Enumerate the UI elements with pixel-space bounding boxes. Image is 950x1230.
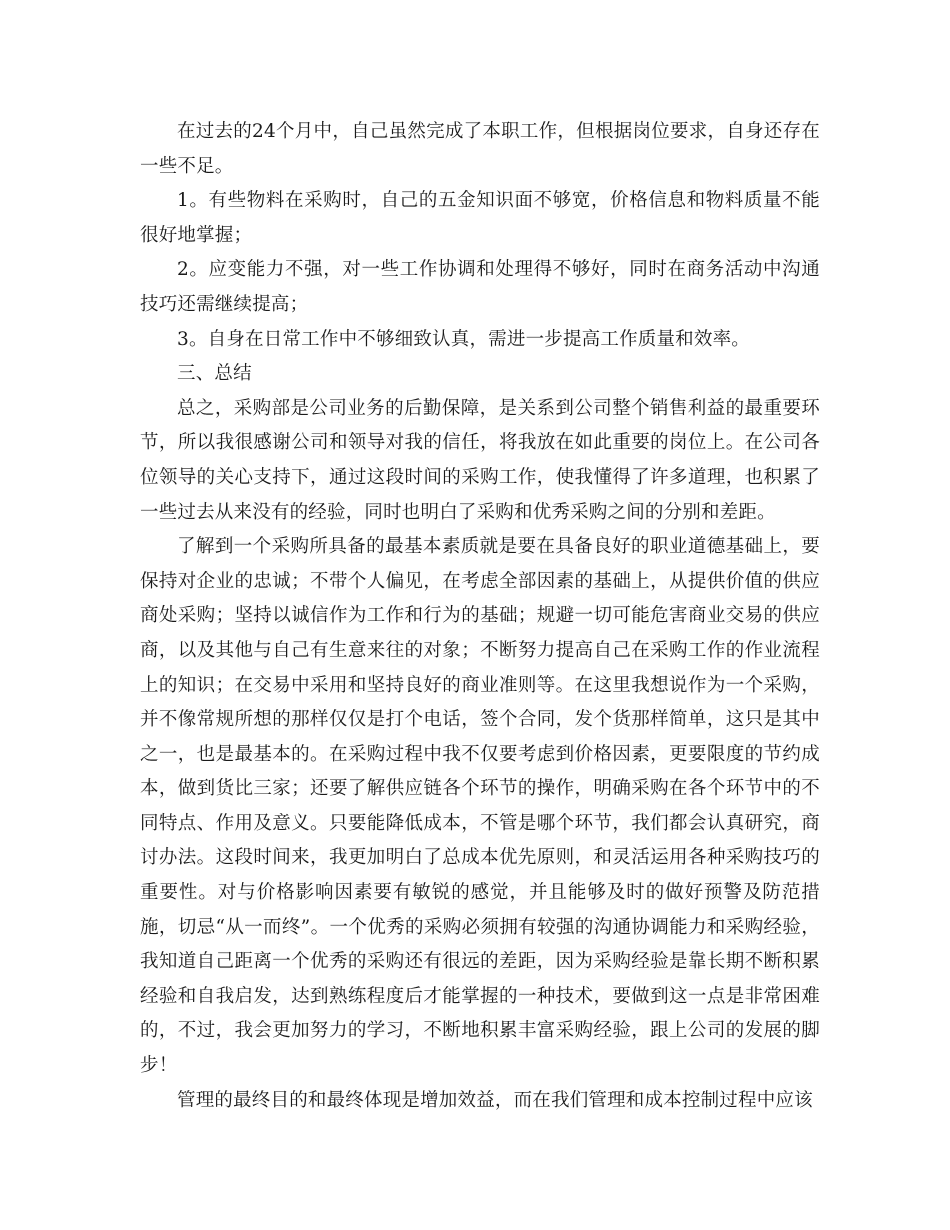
paragraph-shortcoming-2: 2。应变能力不强，对一些工作协调和处理得不够好，同时在商务活动中沟通技巧还需继续提高； xyxy=(140,259,820,315)
paragraph-procurement-qualities: 了解到一个采购所具备的最基本素质就是要在具备良好的职业道德基础上，要保持对企业的忠诚；不带个人偏见，在考虑全部因素的基础上，从提供价值的供应商处采购；坚持以诚信作为工作和行为的基础；规避一切可能危害商业交易的供应商，以及其他与自己有生意来往的对象；不断努力提高自己在采购工作的作业流程上的知识；在交易中采用和坚持良好的商业准则等。在这里我想说作为一个采购，并不像常规所想的那样仅仅是打个电话，签个合同，发个货那样简单，这只是其中之一，也是最基本的。在采购过程中我不仅要考虑到价格因素，更要限度的节约成本，做到货比三家；还要了解供应链各个环节的操作，明确采购在各个环节中的不同特点、作用及意义。只要能降低成本，不管是哪个环节，我们都会认真研究，商讨办法。这段时间来，我更加明白了总成本优先原则，和灵活运用各种采购技巧的重要性。对与价格影响因素要有敏锐的感觉，并且能够及时的做好预警及防范措施，切忌“从一而终”。一个优秀的采购必须拥有较强的沟通协调能力和采购经验，我知道自己距离一个优秀的采购还有很远的差距，因为采购经验是靠长期不断积累经验和自我启发，达到熟练程度后才能掌握的一种技术，要做到这一点是非常困难的，不过，我会更加努力的学习，不断地积累丰富采购经验，跟上公司的发展的脚步！ xyxy=(140,536,820,1077)
paragraph-shortcoming-3: 3。自身在日常工作中不够细致认真，需进一步提高工作质量和效率。 xyxy=(177,328,750,350)
document-body xyxy=(140,115,820,1118)
paragraph-shortcoming-1: 1。有些物料在采购时，自己的五金知识面不够宽，价格信息和物料质量不能很好地掌握； xyxy=(140,190,820,246)
paragraph-shortcomings-intro: 在过去的24个月中，自己虽然完成了本职工作，但根据岗位要求，自身还存在一些不足。 xyxy=(140,121,820,177)
paragraph-management-goal: 管理的最终目的和最终体现是增加效益，而在我们管理和成本控制过程中应该 xyxy=(177,1089,813,1111)
paragraph-summary: 总之，采购部是公司业务的后勤保障，是关系到公司整个销售利益的最重要环节，所以我很感谢公司和领导对我的信任，将我放在如此重要的岗位上。在公司各位领导的关心支持下，通过这段时间的采购工作，使我懂得了许多道理，也积累了一些过去从来没有的经验，同时也明白了采购和优秀采购之间的分别和差距。 xyxy=(140,397,820,523)
section-heading-summary: 三、总结 xyxy=(177,363,252,385)
